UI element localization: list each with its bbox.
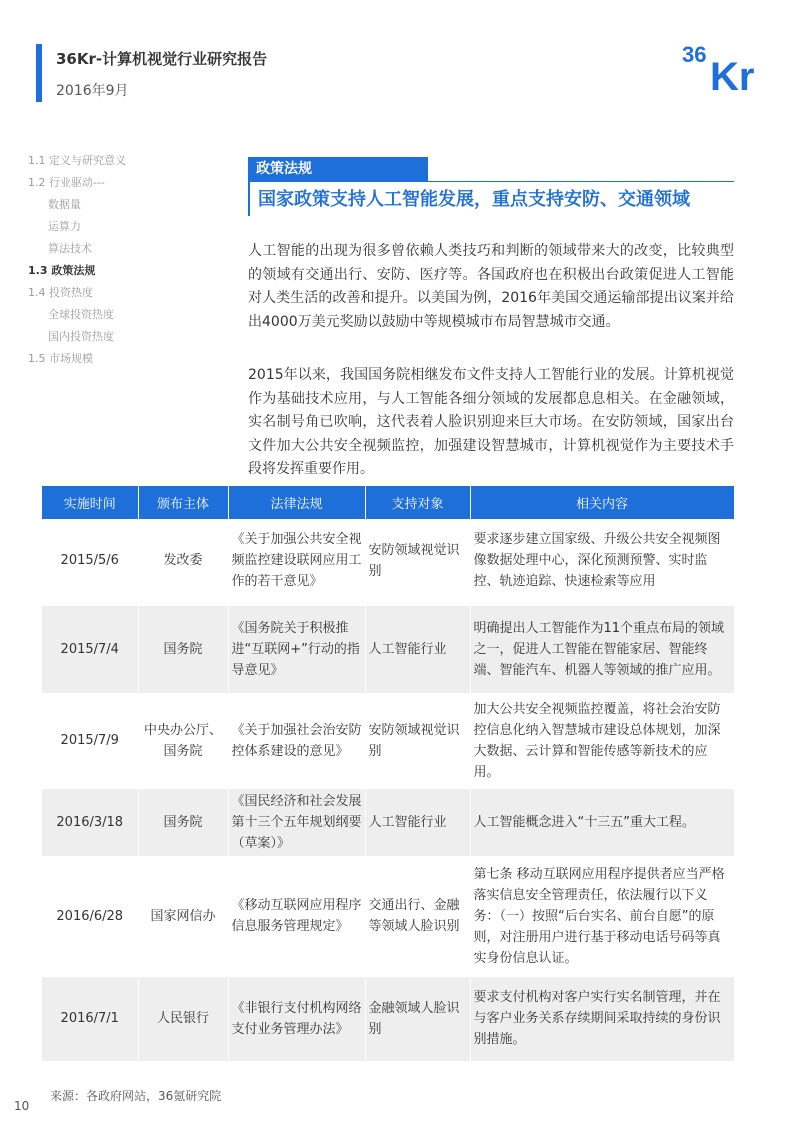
- toc-item[interactable]: 1.1 定义与研究意义: [28, 154, 126, 167]
- cell-date: 2016/3/18: [42, 787, 138, 858]
- cell-issuer: 国务院: [138, 604, 228, 695]
- table-row: [42, 695, 734, 787]
- toc-item[interactable]: 1.5 市场规模: [28, 352, 93, 365]
- section-divider-horizontal: [248, 181, 734, 182]
- cell-date: 2016/7/1: [42, 975, 138, 1063]
- toc-item[interactable]: 1.2 行业驱动---: [28, 176, 105, 189]
- header-date: 实施时间: [42, 486, 138, 520]
- toc-item[interactable]: 国内投资热度: [48, 330, 114, 343]
- cell-content: 加大公共安全视频监控覆盖，将社会治安防控信息化纳入智慧城市建设总体规划，加深大数据、云计算和智能传感等新技术的应用。: [470, 695, 734, 787]
- intro-paragraph: 人工智能的出现为很多曾依赖人类技巧和判断的领域带来大的改变，比较典型的领域有交通出行、安防、医疗等。各国政府也在积极出台政策促进人工智能对人类生活的改善和提升。以美国为例，2016年美国交通运输部提出议案并给出4000万美元奖励以鼓励中等规模城市布局智慧城市交通。: [248, 243, 734, 330]
- section-title: 国家政策支持人工智能发展，重点支持安防、交通领域: [258, 189, 690, 210]
- cell-target: 人工智能行业: [365, 604, 470, 695]
- header-accent-bar: [36, 44, 42, 102]
- cell-date: 2015/7/9: [42, 695, 138, 787]
- cell-date: 2015/5/6: [42, 520, 138, 604]
- section-divider-vertical: [248, 181, 250, 216]
- cell-regulation: 《移动互联网应用程序信息服务管理规定》: [228, 858, 365, 975]
- svg-text:36: 36: [682, 42, 707, 67]
- header-target: 支持对象: [365, 486, 470, 520]
- table-row: [42, 975, 734, 1063]
- cell-issuer: 中央办公厅、国务院: [138, 695, 228, 787]
- page-number: 10: [14, 1099, 30, 1113]
- cell-content: 要求支付机构对客户实行实名制管理，并在与客户业务关系存续期间采取持续的身份识别措施。: [470, 975, 734, 1063]
- cell-target: 交通出行、金融等领域人脸识别: [365, 858, 470, 975]
- cell-target: 人工智能行业: [365, 787, 470, 858]
- source-note: 来源：各政府网站，36氪研究院: [50, 1089, 222, 1103]
- table-row: [42, 520, 734, 604]
- 36kr-logo: [680, 40, 764, 96]
- cell-issuer: 国家网信办: [138, 858, 228, 975]
- cell-issuer: 人民银行: [138, 975, 228, 1063]
- header-content: 相关内容: [470, 486, 734, 520]
- table-header-row: [42, 486, 734, 520]
- header-issuer: 颁布主体: [138, 486, 228, 520]
- toc-item[interactable]: 算法技术: [48, 242, 92, 255]
- table-row: [42, 858, 734, 975]
- header-regulation: 法律法规: [228, 486, 365, 520]
- cell-content: 明确提出人工智能作为11个重点布局的领域之一，促进人工智能在智能家居、智能终端、智能汽车、机器人等领域的推广应用。: [470, 604, 734, 695]
- policy-paragraph: 2015年以来，我国国务院相继发布文件支持人工智能行业的发展。计算机视觉作为基础技术应用，与人工智能各细分领域的发展都息息相关。在金融领域，实名制号角已吹响，这代表着人脸识别迎来巨大市场。在安防领域，国家出台文件加大公共安全视频监控，加强建设智慧城市，计算机视觉作为主要技术手段将发挥重要作用。: [248, 367, 734, 477]
- cell-target: 金融领域人脸识别: [365, 975, 470, 1063]
- toc-item[interactable]: 全球投资热度: [48, 308, 114, 321]
- cell-content: 要求逐步建立国家级、升级公共安全视频图像数据处理中心，深化预测预警、实时监控、轨迹追踪、快速检索等应用: [470, 520, 734, 604]
- cell-regulation: 《非银行支付机构网络支付业务管理办法》: [228, 975, 365, 1063]
- toc-item[interactable]: 1.4 投资热度: [28, 286, 93, 299]
- cell-regulation: 《关于加强公共安全视频监控建设联网应用工作的若干意见》: [228, 520, 365, 604]
- cell-regulation: 《国务院关于积极推进“互联网+”行动的指导意见》: [228, 604, 365, 695]
- toc-item[interactable]: 1.3 政策法规: [28, 264, 96, 277]
- cell-date: 2015/7/4: [42, 604, 138, 695]
- table-row: [42, 787, 734, 858]
- cell-content: 人工智能概念进入“十三五”重大工程。: [470, 787, 734, 858]
- cell-regulation: 《关于加强社会治安防控体系建设的意见》: [228, 695, 365, 787]
- policy-table: [42, 486, 735, 1065]
- cell-date: 2016/6/28: [42, 858, 138, 975]
- cell-target: 安防领域视觉识别: [365, 695, 470, 787]
- toc-item[interactable]: 数据量: [48, 198, 81, 211]
- section-tag: 政策法规: [248, 157, 428, 181]
- cell-issuer: 发改委: [138, 520, 228, 604]
- cell-issuer: 国务院: [138, 787, 228, 858]
- svg-text:Kr: Kr: [710, 55, 755, 96]
- cell-content: 第七条 移动互联网应用程序提供者应当严格落实信息安全管理责任，依法履行以下义务：（一）按照“后台实名、前台自愿”的原则，对注册用户进行基于移动电话号码等真实身份信息认证。: [470, 858, 734, 975]
- cell-target: 安防领域视觉识别: [365, 520, 470, 604]
- toc-item[interactable]: 运算力: [48, 220, 81, 233]
- table-row: [42, 604, 734, 695]
- report-date: 2016年9月: [56, 83, 129, 99]
- cell-regulation: 《国民经济和社会发展第十三个五年规划纲要（草案）》: [228, 787, 365, 858]
- table-of-contents: [28, 150, 228, 370]
- report-title: 36Kr-计算机视觉行业研究报告: [56, 50, 268, 68]
